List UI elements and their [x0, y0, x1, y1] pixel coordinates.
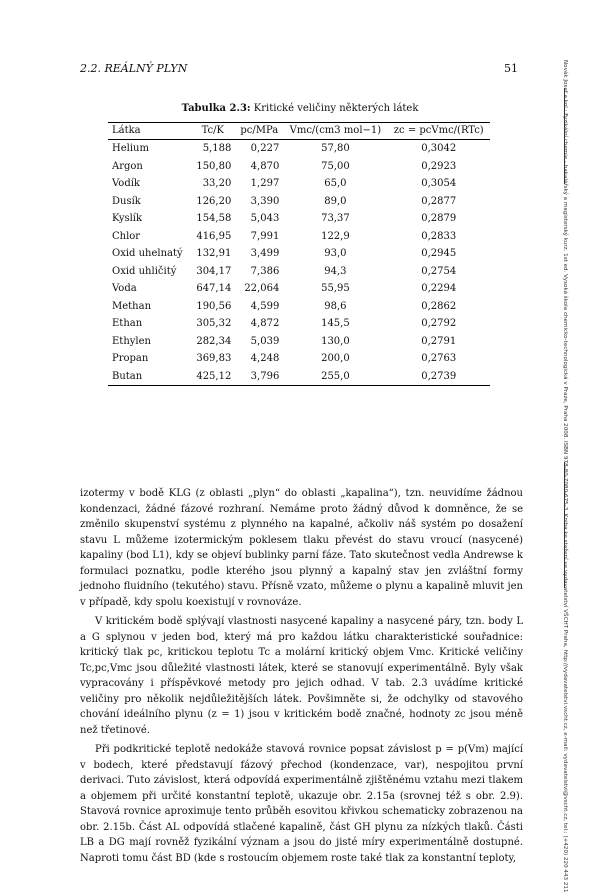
substance-cell: Argon: [112, 160, 143, 172]
value-cell: 425,12: [190, 368, 235, 386]
body-text: [80, 486, 523, 866]
table-row: [108, 368, 490, 386]
value-cell: 304,17: [196, 265, 232, 277]
value-cell: 0,2294: [421, 283, 457, 294]
value-cell: 0,2739: [387, 368, 490, 386]
value-cell: 126,20: [196, 195, 232, 207]
section-title: 2.2. REÁLNÝ PLYN: [80, 62, 188, 75]
value-cell: 55,95: [321, 283, 350, 294]
table-row: [108, 228, 490, 246]
side-note: [561, 60, 569, 893]
table-row: [108, 263, 490, 281]
column-header: Látka: [108, 123, 190, 140]
value-cell: 0,2792: [421, 318, 457, 329]
value-cell: 98,6: [324, 300, 347, 312]
value-cell: 0,3042: [421, 143, 457, 154]
value-cell: 5,039: [250, 335, 280, 347]
value-cell: 369,83: [196, 353, 232, 364]
side-note-text: Novák Josef a kol.: Fyzikální chemie - bakalářský a magisterský kurz. 1st ed. Vysoká škola chemicko-technologická v Praze, Praha 2008. ISBN 978-80-7080-675-3. Kniha ke stažení ve vydavatelství VŠCHT Praha, http://vydavatelstvi.vscht.cz, e-mail: vydavatelstvi@vscht.cz, tel.: (+420) 220 443 211: [562, 60, 568, 893]
table-header-row: [108, 123, 490, 140]
column-header: Vmc/(cm3 mol−1): [283, 123, 387, 140]
value-cell: 0,2923: [421, 160, 457, 172]
value-cell: 4,872: [250, 318, 280, 329]
value-cell: 0,2862: [421, 300, 457, 312]
value-cell: 4,248: [250, 353, 280, 364]
table-row: [108, 175, 490, 193]
critical-properties-table: [108, 122, 490, 386]
substance-cell: Kyslík: [112, 213, 143, 224]
table-row: [108, 245, 490, 263]
substance-cell: Chlor: [112, 230, 141, 242]
table-row: [108, 210, 490, 228]
substance-cell: Vodík: [112, 178, 140, 189]
substance-cell: Oxid uhelnatý: [112, 248, 183, 259]
value-cell: 93,0: [324, 248, 347, 259]
substance-cell: Dusík: [112, 195, 141, 207]
value-cell: 0,227: [250, 143, 280, 154]
table-row: [108, 315, 490, 333]
substance-cell: Voda: [112, 283, 137, 294]
table-row: [108, 140, 490, 158]
value-cell: 22,064: [244, 283, 280, 294]
substance-cell: Oxid uhličitý: [112, 265, 177, 277]
paragraph: Při podkritické teplotě nedokáže stavová rovnice popsat závislost p = p(Vm) mající v bodech, které představují fázový přechod (kondenzace, var), nespojitou první derivaci. Tuto závislost, která odpovídá experimentálně zjištěnému vztahu mezi tlakem a objemem při určité konstantní teplotě, ukazuje obr. 2.15a (srovnej též s obr. 2.9). Stavová rovnice aproximuje tento průběh esovitou křivkou schematicky zobrazenou na obr. 2.15b. Část AL odpovídá stlačené kapalině, část GH plynu za nízkých tlaků. Části LB a DG mají rovněž fyzikální význam a jsou do jisté míry experimentálně dostupné. Naproti tomu část BD (kde s rostoucím objemem roste také tlak za konstantní teploty,: [80, 744, 523, 864]
value-cell: 75,00: [321, 160, 350, 172]
value-cell: 65,0: [324, 178, 347, 189]
value-cell: 0,2879: [421, 213, 457, 224]
table-row: [108, 280, 490, 298]
column-header: pc/MPa: [235, 123, 283, 140]
value-cell: 0,2945: [421, 248, 457, 259]
value-cell: 3,796: [235, 368, 283, 386]
value-cell: 89,0: [324, 195, 347, 207]
value-cell: 7,386: [250, 265, 280, 277]
value-cell: 94,3: [324, 265, 347, 277]
table-caption-text: Kritické veličiny některých látek: [250, 103, 419, 114]
value-cell: 1,297: [250, 178, 280, 189]
value-cell: 132,91: [196, 248, 232, 259]
paragraph: izotermy v bodě KLG (z oblasti „plyn“ do oblasti „kapalina“), tzn. neuvidíme žádnou kondenzaci, žádné fázové rozhraní. Nemáme proto žádný důvod k domněnce, že se změnilo skupenství systému z plynného na kapalné, ačkoliv náš systém po dosažení stavu L můžeme izotermickým poklesem tlaku převést do stavu vroucí (nasycené) kapaliny (bod L1), kdy se objeví bublinky parní fáze. Tato skutečnost vedla Andrewse k formulaci poznatku, podle kterého jsou plynný a kapalný stav jen zvláštní formy jednoho fluidního (tekutého) stavu. Přísně vzato, můžeme o plynu a kapalině mluvit jen v případě, kdy spolu koexistují v rovnováze.: [80, 488, 523, 608]
value-cell: 0,2763: [421, 353, 457, 364]
value-cell: 200,0: [321, 353, 350, 364]
value-cell: 33,20: [202, 178, 232, 189]
substance-cell: Methan: [112, 300, 152, 312]
table-row: [108, 298, 490, 316]
value-cell: 122,9: [321, 230, 350, 242]
page-number: 51: [504, 62, 518, 75]
value-cell: 3,390: [250, 195, 280, 207]
value-cell: 190,56: [196, 300, 232, 312]
value-cell: 0,2754: [421, 265, 457, 277]
value-cell: 0,2791: [421, 335, 457, 347]
value-cell: 7,991: [250, 230, 280, 242]
column-header: Tc/K: [190, 123, 235, 140]
value-cell: 416,95: [196, 230, 232, 242]
paragraph: V kritickém bodě splývají vlastnosti nasycené kapaliny a nasycené páry, tzn. body L a G splynou v jeden bod, který má pro každou látku charakteristické souřadnice: kritický tlak pc, kritickou teplotu Tc a molární kritický objem Vmc. Kritické veličiny Tc,pc,Vmc jsou důležité vlastnosti látek, které se stanovují experimentálně. Byly však vypracovány i příspěvkové metody pro jejich odhad. V tab. 2.3 uvádíme kritické veličiny pro několik nejdůležitějších látek. Povšimněte si, že odchylky od stavového chování ideálního plynu (z = 1) jsou v kritickém bodě značné, hodnoty zc jsou méně než třetinové.: [80, 616, 523, 736]
value-cell: 3,499: [250, 248, 280, 259]
value-cell: 150,80: [196, 160, 232, 172]
table-row: [108, 158, 490, 176]
value-cell: 282,34: [196, 335, 232, 347]
substance-cell: Helium: [112, 143, 149, 154]
table-row: [108, 333, 490, 351]
substance-cell: Ethylen: [112, 335, 151, 347]
value-cell: 57,80: [321, 143, 350, 154]
value-cell: 4,599: [250, 300, 280, 312]
value-cell: 5,043: [250, 213, 280, 224]
value-cell: 647,14: [196, 283, 232, 294]
table-caption-label: Tabulka 2.3:: [181, 103, 251, 114]
value-cell: 0,3054: [421, 178, 457, 189]
value-cell: 73,37: [321, 213, 350, 224]
value-cell: 0,2877: [421, 195, 457, 207]
table-caption: [80, 103, 520, 114]
table-body: [108, 140, 490, 386]
value-cell: 305,32: [196, 318, 232, 329]
table-row: [108, 350, 490, 368]
substance-cell: Butan: [108, 368, 190, 386]
substance-cell: Ethan: [112, 318, 143, 329]
value-cell: 145,5: [321, 318, 350, 329]
value-cell: 255,0: [283, 368, 387, 386]
column-header: zc = pcVmc/(RTc): [387, 123, 490, 140]
table-row: [108, 193, 490, 211]
value-cell: 0,2833: [421, 230, 457, 242]
value-cell: 5,188: [202, 143, 232, 154]
value-cell: 4,870: [250, 160, 280, 172]
value-cell: 130,0: [321, 335, 350, 347]
value-cell: 154,58: [196, 213, 232, 224]
substance-cell: Propan: [112, 353, 149, 364]
